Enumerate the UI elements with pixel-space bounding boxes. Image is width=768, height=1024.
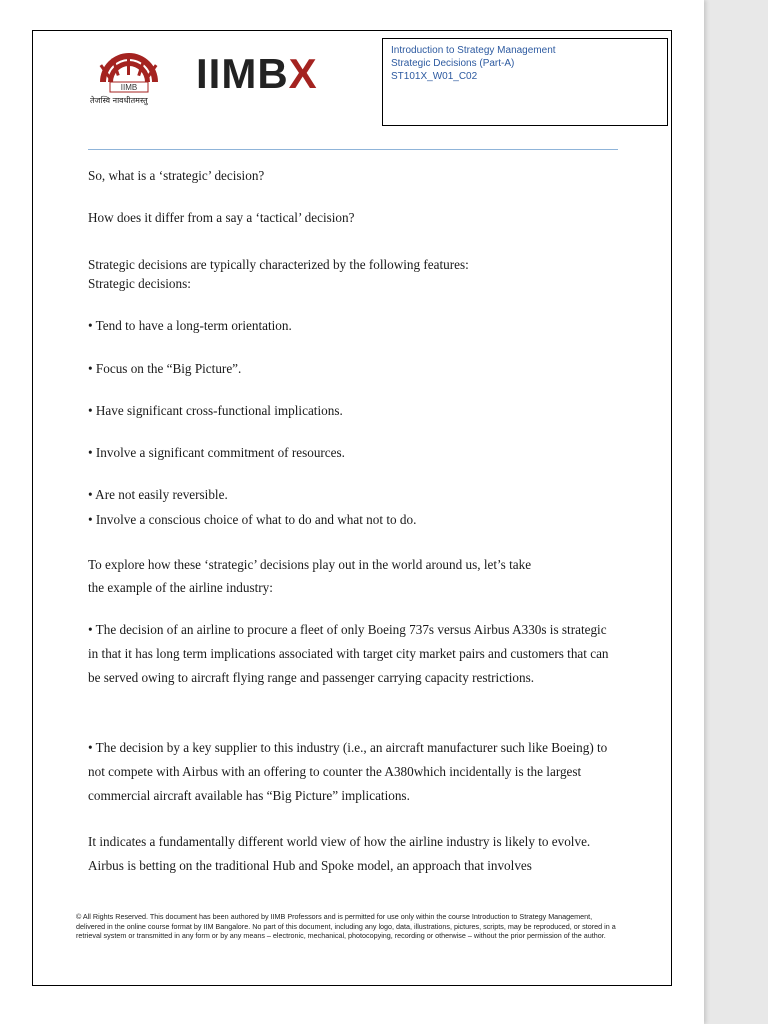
question-1: So, what is a ‘strategic’ decision? bbox=[88, 168, 265, 183]
question-2: How does it differ from a say a ‘tactical’ decision? bbox=[88, 210, 355, 225]
supplier-example-paragraph: • The decision by a key supplier to this industry (i.e., an aircraft manufacturer such like Boeing) to not compete with Airbus with an offering to counter the A380which incidentally is the largest commercial aircraft available has “Big Picture” implications. bbox=[88, 740, 608, 803]
feature-item: • Are not easily reversible. bbox=[88, 487, 228, 502]
emblem-tagline: तेजस्वि नावधीतमस्तु bbox=[90, 96, 148, 105]
explore-line-2: the example of the airline industry: bbox=[88, 580, 273, 595]
header-divider bbox=[88, 149, 618, 150]
features-heading: Strategic decisions: bbox=[88, 276, 191, 291]
iimbx-logo-suffix: X bbox=[288, 50, 318, 97]
conclusion-paragraph: It indicates a fundamentally different world view of how the airline industry is likely to evolve. Airbus is betting on the traditional Hub and Spoke model, an approach that involves bbox=[88, 834, 591, 873]
copyright-footer: © All Rights Reserved. This document has been authored by IIMB Professors and is permitted for use only within the course Introduction to Strategy Management, delivered in the online course format by IIM Bangalore. No part of this document, including any logo, data, illustrations, pictures, scripts, may be reproduced, or stored in a retrieval system or transmitted in any form or by any means – electronic, mechanical, photocopying, recording or otherwise – without the prior permission of the author. bbox=[76, 912, 616, 941]
feature-item: • Tend to have a long-term orientation. bbox=[88, 318, 292, 333]
feature-item: • Have significant cross-functional implications. bbox=[88, 403, 343, 418]
feature-item: • Involve a significant commitment of resources. bbox=[88, 445, 345, 460]
feature-item: • Focus on the “Big Picture”. bbox=[88, 361, 242, 376]
airline-example-paragraph: • The decision of an airline to procure a fleet of only Boeing 737s versus Airbus A330s is strategic in that it has long term implications associated with target city market pairs and customers that can be served owing to aircraft flying range and passenger carrying capacity restrictions. bbox=[88, 622, 609, 685]
feature-item: • Involve a conscious choice of what to do and what not to do. bbox=[88, 512, 417, 527]
course-title: Introduction to Strategy Management bbox=[391, 45, 556, 56]
module-title: Strategic Decisions (Part-A) bbox=[391, 58, 515, 69]
iimbx-logo-prefix: IIMB bbox=[196, 50, 289, 97]
explore-line-1: To explore how these ‘strategic’ decisions play out in the world around us, let’s take bbox=[88, 557, 532, 572]
iimbx-logo bbox=[196, 52, 318, 96]
emblem-label: IIMB bbox=[120, 83, 138, 92]
course-code: ST101X_W01_C02 bbox=[391, 71, 478, 82]
features-intro: Strategic decisions are typically characterized by the following features: bbox=[88, 257, 469, 272]
course-info-box bbox=[382, 38, 668, 126]
